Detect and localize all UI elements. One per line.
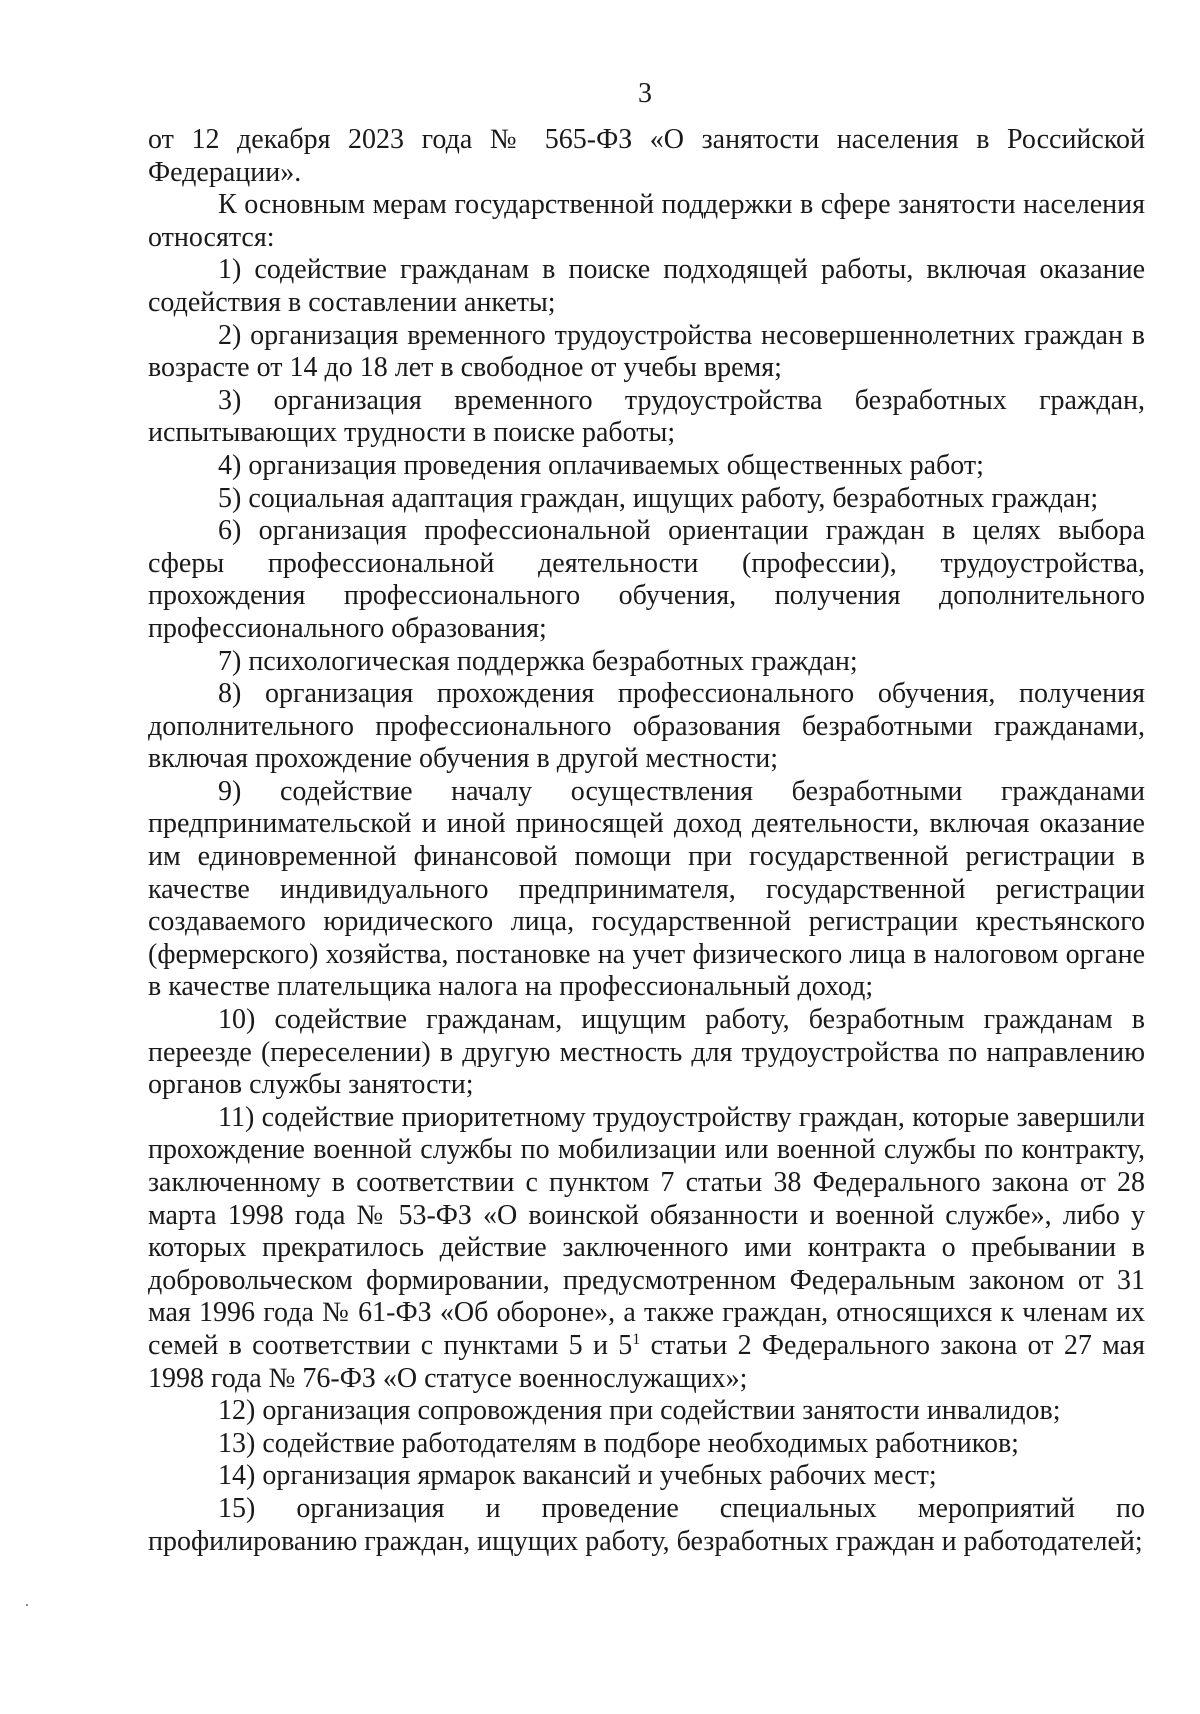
list-item-4: 4) организация проведения оплачиваемых общественных работ; [218, 449, 984, 481]
list-item-1: 1) содействие гражданам в поиске подходящей работы, включая оказание содействия в составлении анкеты; [148, 254, 1145, 318]
page-number: 3 [638, 78, 652, 109]
list-item-2: 2) организация временного трудоустройства несовершеннолетних граждан в возрасте от 14 до 18 лет в свободное от учебы время; [148, 319, 1145, 384]
list-item-7: 7) психологическая поддержка безработных граждан; [218, 645, 858, 677]
list-item-11-text-end: статьи 2 Федерального закона от 27 мая 1998 года № 76-ФЗ «О статусе военнослужащих»; [148, 1329, 1145, 1394]
list-item-11-text: 11) содействие приоритетному трудоустройству граждан, которые завершили прохождение военной службы по мобилизации или военной службы по контракту, заключенному в соответствии с пунктом 7 статьи 38 Федерального закона от 28 марта 1998 года № 53-ФЗ «О воинской обязанности и военной службе», либо у которых прекратилось действие заключенного ими контракта о пребывании в добровольческом формировании, предусмотренном Федеральным законом от 31 мая 1996 года № 61-ФЗ «Об обороне», а также граждан, относящихся к членам их семей в соответствии с пунктами 5 и 5 [148, 1101, 1145, 1361]
continuation-paragraph: от 12 декабря 2023 года № 565-ФЗ «О занятости населения в Российской Федерации». [148, 124, 1145, 188]
superscript-1: 1 [632, 1330, 641, 1348]
list-item-13: 13) содействие работодателям в подборе необходимых работников; [218, 1427, 1019, 1459]
list-item-11 [148, 1102, 1145, 1395]
list-item-8: 8) организация прохождения профессионального обучения, получения дополнительного профессионального образования безработными гражданами, включая прохождение обучения в другой местности; [148, 678, 1145, 775]
list-item-5: 5) социальная адаптация граждан, ищущих работу, безработных граждан; [218, 482, 1099, 514]
list-item-15: 15) организация и проведение специальных мероприятий по профилированию граждан, ищущих работу, безработных граждан и работодателей; [148, 1492, 1145, 1557]
scan-speck [26, 1604, 28, 1606]
list-item-9: 9) содействие началу осуществления безработными гражданами предпринимательской и иной приносящей доход деятельности, включая оказание им единовременной финансовой помощи при государственной регистрации в качестве индивидуального предпринимателя, государственной регистрации создаваемого юридического лица, государственной регистрации крестьянского (фермерского) хозяйства, постановке на учет физического лица в налоговом органе в качестве плательщика налога на профессиональный доход; [148, 775, 1145, 1003]
list-item-3: 3) организация временного трудоустройства безработных граждан, испытывающих трудности в поиске работы; [148, 384, 1145, 449]
list-item-12: 12) организация сопровождения при содействии занятости инвалидов; [218, 1395, 1061, 1427]
document-body [148, 124, 1145, 1558]
list-item-14: 14) организация ярмарок вакансий и учебных рабочих мест; [218, 1460, 937, 1492]
list-item-10: 10) содействие гражданам, ищущим работу, безработным гражданам в переезде (переселении) в другую местность для трудоустройства по направлению органов службы занятости; [148, 1004, 1145, 1101]
intro-paragraph: К основным мерам государственной поддержки в сфере занятости населения относятся: [148, 189, 1145, 253]
list-item-6: 6) организация профессиональной ориентации граждан в целях выбора сферы профессиональной деятельности (профессии), трудоустройства, прохождения профессионального обучения, получения дополнительного профессионального образования; [148, 515, 1145, 644]
